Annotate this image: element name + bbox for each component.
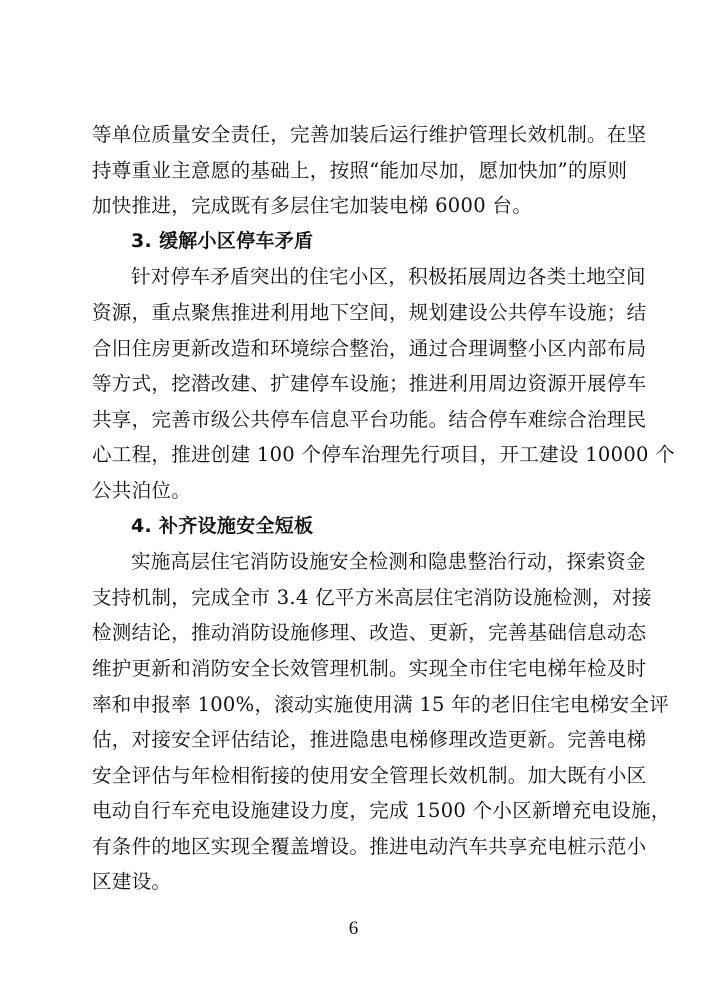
text-line: 安全评估与年检相衔接的使用安全管理长效机制。加大既有小区 — [92, 763, 647, 787]
text-line: 有条件的地区实现全覆盖增设。推进电动汽车共享充电桩示范小 — [92, 834, 647, 858]
text-line: 实施高层住宅消防设施安全检测和隐患整治行动，探索资金 — [131, 550, 646, 574]
text-line: 支持机制，完成全市 3.4 亿平方米高层住宅消防设施检测，对接 — [92, 585, 652, 609]
text-line: 等单位质量安全责任，完善加装后运行维护管理长效机制。在坚 — [92, 123, 647, 146]
paragraph-parking — [92, 259, 676, 508]
section-heading-safety — [92, 509, 622, 545]
text-line: 等方式，挖潜改建、扩建停车设施；推进利用周边资源开展停车 — [92, 372, 647, 396]
paragraph-safety — [92, 544, 671, 900]
text-line: 估，对接安全评估结论，推进隐患电梯修理改造更新。完善电梯 — [92, 728, 647, 752]
text-line: 率和申报率 100%，滚动实施使用满 15 年的老旧住宅电梯安全评 — [92, 692, 670, 716]
text-line: 针对停车矛盾突出的住宅小区，积极拓展周边各类土地空间 — [131, 265, 646, 289]
heading-line: 4. 补齐设施安全短板 — [131, 514, 314, 537]
document-body — [92, 117, 676, 900]
text-line: 心工程，推进创建 100 个停车治理先行项目，开工建设 10000 个 — [92, 443, 676, 467]
section-heading-parking — [92, 224, 622, 260]
text-line: 加快推进，完成既有多层住宅加装电梯 6000 台。 — [92, 194, 533, 218]
text-line: 共享，完善市级公共停车信息平台功能。结合停车难综合治理民 — [92, 407, 647, 431]
paragraph-elevator-continued — [92, 117, 647, 224]
text-line: 资源，重点聚焦推进利用地下空间，规划建设公共停车设施；结 — [92, 300, 647, 324]
text-line: 持尊重业主意愿的基础上，按照“能加尽加，愿加快加”的原则 — [92, 158, 628, 182]
text-line: 合旧住房更新改造和环境综合整治，通过合理调整小区内部布局 — [92, 336, 647, 360]
page-number: 6 — [348, 918, 359, 939]
text-line: 电动自行车充电设施建设力度，完成 1500 个小区新增充电设施， — [92, 799, 671, 823]
text-line: 公共泊位。 — [92, 478, 192, 502]
text-line: 区建设。 — [92, 870, 172, 894]
text-line: 维护更新和消防安全长效管理机制。实现全市住宅电梯年检及时 — [92, 656, 647, 680]
text-line: 检测结论，推动消防设施修理、改造、更新，完善基础信息动态 — [92, 621, 647, 645]
heading-line: 3. 缓解小区停车矛盾 — [131, 229, 314, 252]
